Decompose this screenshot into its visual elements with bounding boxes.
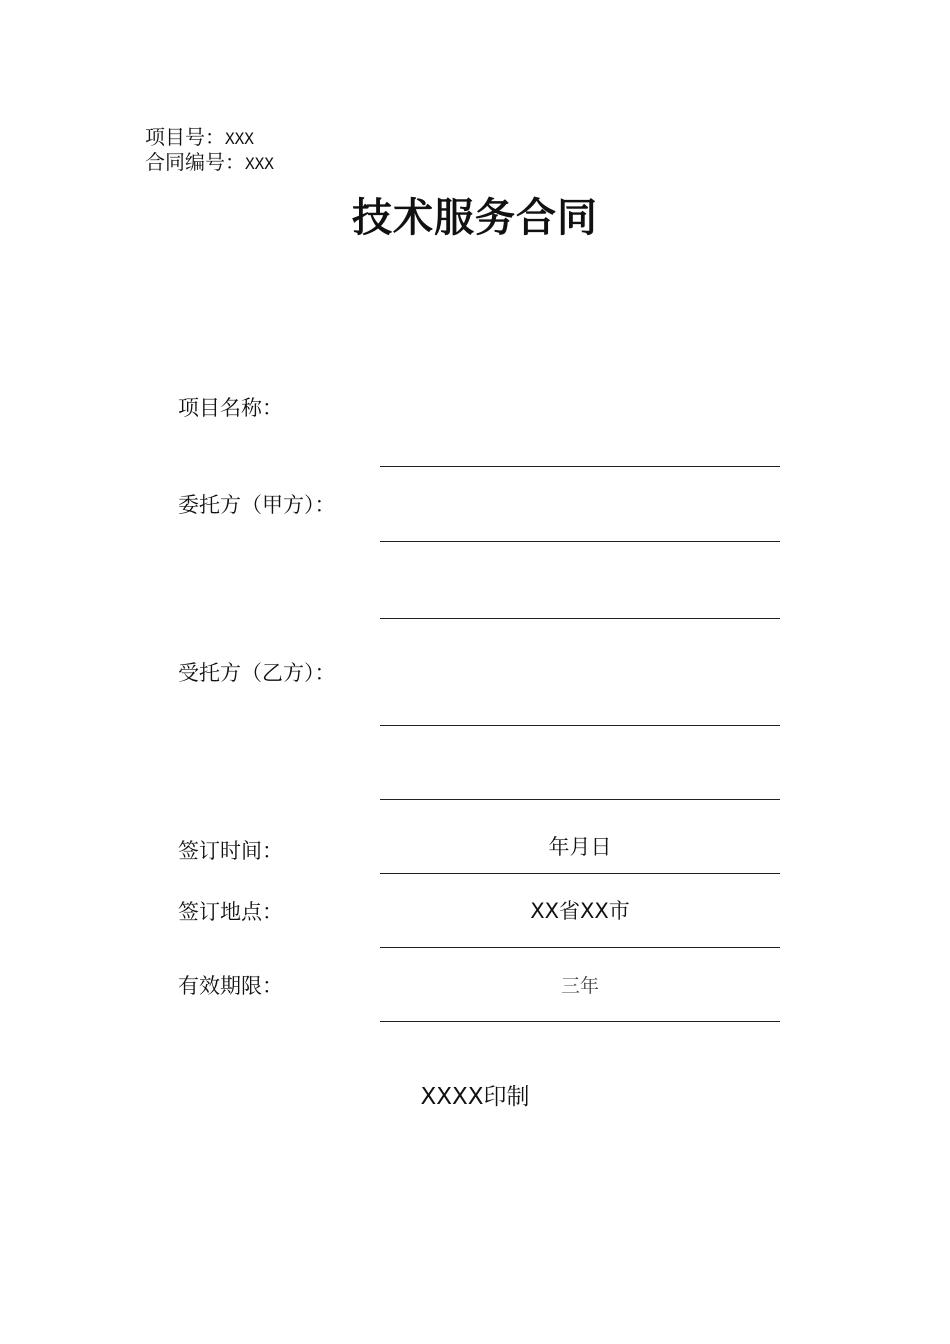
sign-time-underline <box>380 873 780 874</box>
validity-value: 三年 <box>560 975 599 997</box>
project-name-underline <box>380 466 780 467</box>
contractor-underline-1 <box>380 725 780 726</box>
client-underline-2 <box>380 618 780 619</box>
printer-footer: XXXX印制 <box>420 1084 530 1110</box>
contract-number-value: XXX <box>245 154 274 173</box>
sign-place-label: 签订地点： <box>178 900 283 924</box>
project-name-label: 项目名称： <box>178 396 283 420</box>
project-number-value: XXX <box>225 129 254 148</box>
client-label: 委托方（甲方）： <box>178 493 336 517</box>
client-underline-1 <box>380 541 780 542</box>
document-title: 技术服务合同 <box>352 195 598 241</box>
contract-number-label: 合同编号： <box>145 150 245 174</box>
validity-label: 有效期限： <box>178 974 283 998</box>
contractor-underline-2 <box>380 799 780 800</box>
sign-place-underline <box>380 947 780 948</box>
project-number-line <box>145 125 254 151</box>
sign-time-label: 签订时间： <box>178 839 283 863</box>
contract-number-line <box>145 150 274 176</box>
sign-time-value: 年月日 <box>548 835 612 859</box>
sign-place-value: XX省XX市 <box>530 899 630 923</box>
validity-underline <box>380 1021 780 1022</box>
contractor-label: 受托方（乙方）： <box>178 661 336 685</box>
project-number-label: 项目号： <box>145 125 225 149</box>
